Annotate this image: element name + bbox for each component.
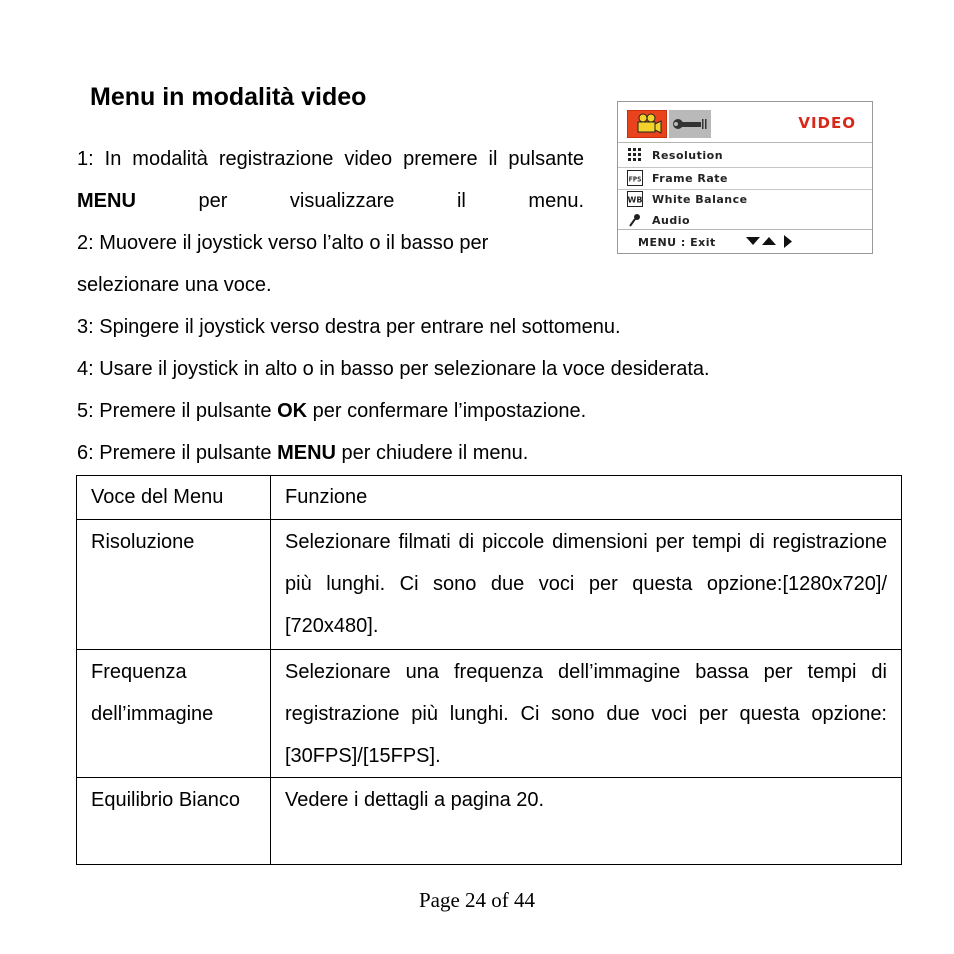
step-2: 2: Muovere il joystick verso l’alto o il basso per selezionare una voce. <box>77 232 489 296</box>
table-cell-item: Risoluzione <box>77 520 271 650</box>
step-6-text-end: per chiudere il menu. <box>336 442 529 464</box>
video-camera-icon <box>627 110 667 138</box>
step-5-text: 5: Premere il pulsante <box>77 400 278 422</box>
step-6 <box>77 432 528 474</box>
svg-text:FPS: FPS <box>628 175 642 184</box>
table-cell-function: Vedere i dettagli a pagina 20. <box>271 778 902 865</box>
step-5 <box>77 390 586 432</box>
table-cell-item: Equilibrio Bianco <box>77 778 271 865</box>
camera-menu-header <box>618 102 872 143</box>
table-cell-function: Selezionare una frequenza dell’immagine bassa per tempi di registrazione più lunghi. Ci sono due voci per questa opzione: [30FPS]/[15FPS]. <box>271 650 902 778</box>
camera-menu-exit-hint: MENU : Exit <box>638 236 716 249</box>
camera-menu-item-label: Audio <box>652 214 691 227</box>
step-1-bold: MENU <box>77 190 136 212</box>
camera-menu-footer <box>618 229 872 253</box>
step-5-text-end: per confermare l’impostazione. <box>307 400 587 422</box>
fps-icon <box>627 170 643 186</box>
table-cell-item: Frequenza dell’immagine <box>77 650 271 778</box>
table-cell-function: Selezionare filmati di piccole dimensioni per tempi di registrazione più lunghi. Ci sono due voci per questa opzione:[1280x720]/ [720x480]. <box>271 520 902 650</box>
camera-menu-title: VIDEO <box>798 114 856 132</box>
resolution-icon <box>627 147 643 163</box>
menu-function-table <box>76 475 902 865</box>
table-row <box>77 650 902 778</box>
camera-menu-item-audio <box>618 210 872 231</box>
camera-menu-item-label: Frame Rate <box>652 172 729 185</box>
table-row <box>77 520 902 650</box>
table-header-row <box>77 476 902 520</box>
camera-menu-screenshot <box>617 101 873 254</box>
table-header-cell: Funzione <box>271 476 902 520</box>
camera-menu-item-label: White Balance <box>652 193 748 206</box>
step-1-text-end: per visualizzare il menu. <box>135 190 584 212</box>
wb-icon <box>627 191 643 207</box>
svg-text:WB: WB <box>627 195 643 205</box>
step-4: 4: Usare il joystick in alto o in basso per selezionare la voce desiderata. <box>77 358 710 380</box>
table-row <box>77 778 902 865</box>
camera-menu-item-label: Resolution <box>652 149 724 162</box>
camera-menu-item-white-balance <box>618 189 872 210</box>
step-3: 3: Spingere il joystick verso destra per entrare nel sottomenu. <box>77 316 621 338</box>
step-5-bold: OK <box>277 400 308 422</box>
camera-menu-item-frame-rate <box>618 167 872 190</box>
step-6-text: 6: Premere il pulsante <box>77 442 278 464</box>
wrench-icon <box>669 110 711 138</box>
step-1 <box>77 138 584 222</box>
step-6-bold: MENU <box>277 442 336 464</box>
page-heading: Menu in modalità video <box>90 83 367 111</box>
microphone-icon <box>627 212 643 228</box>
camera-menu-item-resolution <box>618 145 872 166</box>
page-number: Page 24 of 44 <box>418 888 536 912</box>
table-header-cell: Voce del Menu <box>77 476 271 520</box>
step-1-text: 1: In modalità registrazione video premere il pulsante <box>77 148 584 170</box>
navigation-arrows-icon <box>746 234 806 253</box>
